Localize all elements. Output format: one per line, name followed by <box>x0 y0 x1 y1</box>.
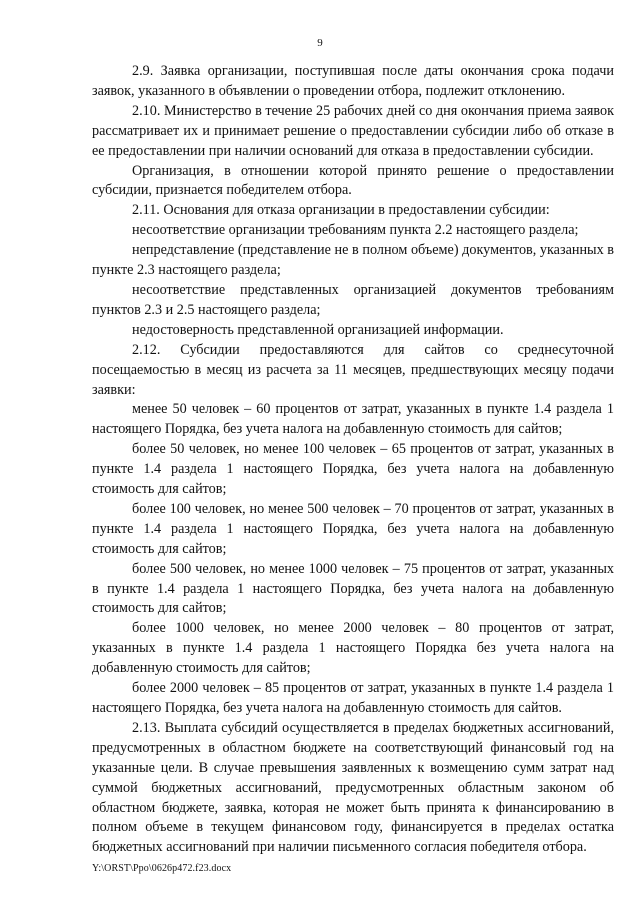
list-item-refusal-3: несоответствие представленных организацией документов требованиям пунктов 2.3 и 2.5 настоящего раздела; <box>92 281 614 318</box>
paragraph-2-10: 2.10. Министерство в течение 25 рабочих дней со дня окончания приема заявок рассматривает их и принимает решение о предоставлении субсидии либо об отказе в ее предоставлении при наличии оснований для отказа в предоставлении субсидии. <box>92 102 614 159</box>
document-body <box>92 62 614 858</box>
paragraph-2-12: 2.12. Субсидии предоставляются для сайтов со среднесуточной посещаемостью в месяц из расчета за 11 месяцев, предшествующих месяцу подачи заявки: <box>92 341 614 398</box>
paragraph-winner: Организация, в отношении которой принято решение о предоставлении субсидии, признается победителем отбора. <box>92 162 614 199</box>
list-item-refusal-4: недостоверность представленной организацией информации. <box>132 321 504 338</box>
paragraph-2-11: 2.11. Основания для отказа организации в предоставлении субсидии: <box>132 202 550 219</box>
paragraph-2-13: 2.13. Выплата субсидий осуществляется в пределах бюджетных ассигнований, предусмотренных в областном бюджете на соответствующий финансовый год на указанные цели. В случае превышения заявленных к возмещению сумм затрат над суммой бюджетных ассигнований, предусмотренных областным законом об областном бюджете, заявка, которая не может быть принята к финансированию в полном объеме в текущем финансовом году, финансируется в пределах остатка бюджетных ассигнований при наличии письменного согласия победителя отбора. <box>92 719 614 856</box>
list-item-rate-3: более 100 человек, но менее 500 человек – 70 процентов от затрат, указанных в пункте 1.4 раздела 1 настоящего Порядка, без учета налога на добавленную стоимость для сайтов; <box>92 500 614 557</box>
list-item-rate-6: более 2000 человек – 85 процентов от затрат, указанных в пункте 1.4 раздела 1 настоящего Порядка, без учета налога на добавленную стоимость для сайтов. <box>92 680 614 716</box>
paragraph-2-9: 2.9. Заявка организации, поступившая после даты окончания срока подачи заявок, указанного в объявлении о проведении отбора, подлежит отклонению. <box>92 63 614 99</box>
page-number: 9 <box>317 37 323 49</box>
list-item-rate-1: менее 50 человек – 60 процентов от затрат, указанных в пункте 1.4 раздела 1 настоящего Порядка, без учета налога на добавленную стоимость для сайтов; <box>92 401 614 438</box>
footer-file-path: Y:\ORST\Ppo\0626p472.f23.docx <box>92 863 232 874</box>
list-item-refusal-2: непредставление (представление не в полном объеме) документов, указанных в пункте 2.3 настоящего раздела; <box>92 242 614 279</box>
list-item-refusal-1: несоответствие организации требованиям пункта 2.2 настоящего раздела; <box>132 222 579 239</box>
list-item-rate-4: более 500 человек, но менее 1000 человек – 75 процентов от затрат, указанных в пункте 1.4 раздела 1 настоящего Порядка, без учета налога на добавленную стоимость для сайтов; <box>92 560 614 617</box>
list-item-rate-5: более 1000 человек, но менее 2000 человек – 80 процентов от затрат, указанных в пункте 1.4 раздела 1 настоящего Порядка без учета налога на добавленную стоимость для сайтов; <box>92 620 614 677</box>
list-item-rate-2: более 50 человек, но менее 100 человек – 65 процентов от затрат, указанных в пункте 1.4 раздела 1 настоящего Порядка, без учета налога на добавленную стоимость для сайтов; <box>92 441 614 498</box>
